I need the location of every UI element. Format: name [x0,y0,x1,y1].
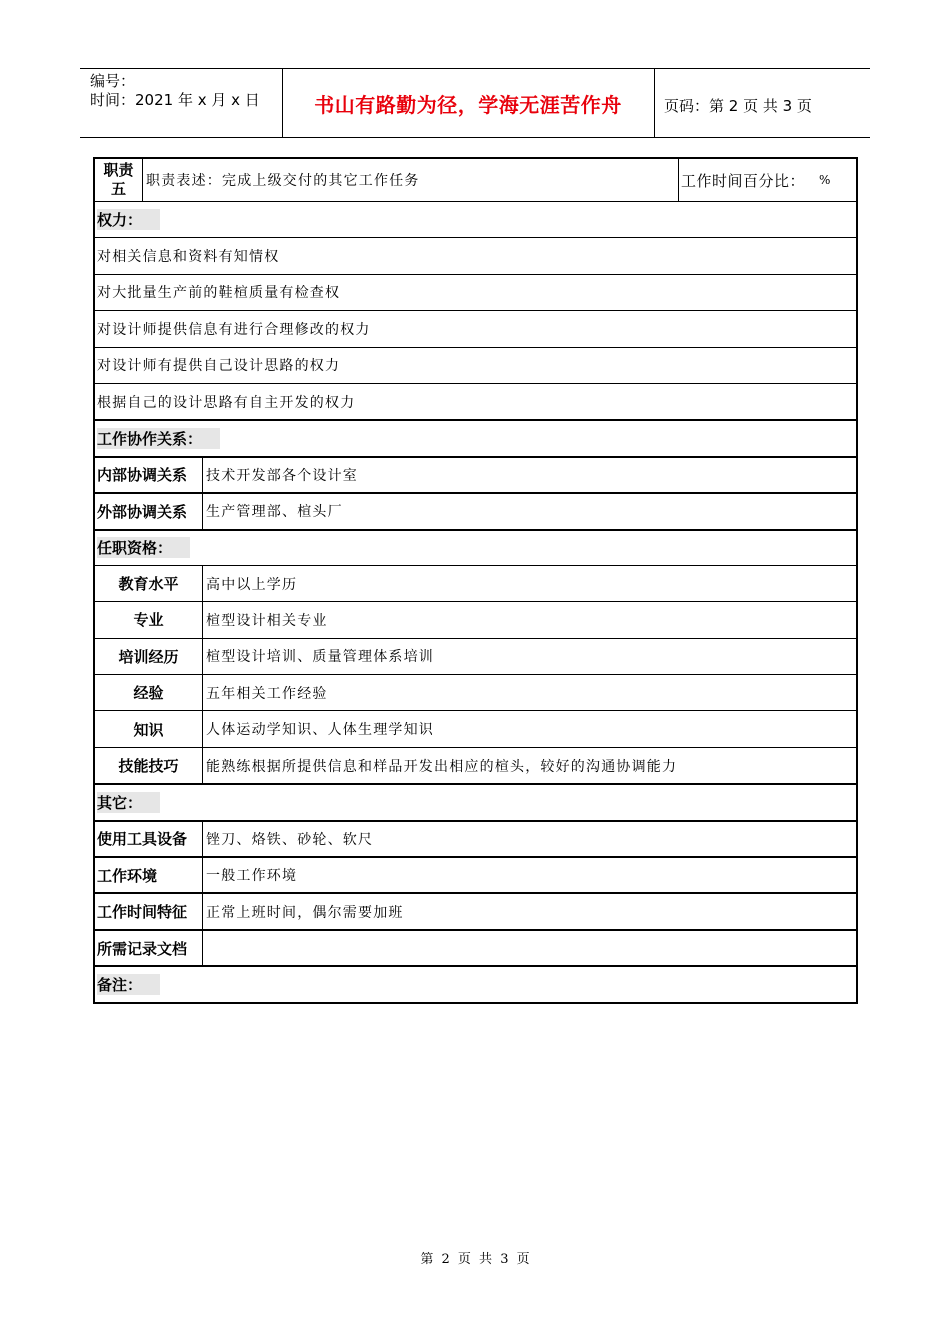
qualification-row [95,674,856,710]
section-header-authority [95,201,856,237]
authority-text: 对设计师提供信息有进行合理修改的权力 [97,321,371,338]
duty-number-cell [95,159,143,201]
qualification-row [95,565,856,601]
row-label: 教育水平 [95,566,203,601]
header-left [90,72,260,110]
authority-text: 对设计师有提供自己设计思路的权力 [97,358,341,375]
section-header-qualification [95,529,856,565]
job-description-table [93,157,858,1004]
qualification-row [95,710,856,746]
row-value: 生产管理部、楦头厂 [206,504,343,521]
row-value: 楦型设计培训、质量管理体系培训 [206,649,434,666]
row-value: 正常上班时间，偶尔需要加班 [206,904,404,921]
authority-item [95,237,856,273]
other-row [95,820,856,856]
header-divider [654,69,655,137]
document-date: 时间：2021 年 x 月 x 日 [90,91,260,109]
section-title: 工作协作关系： [97,428,220,449]
row-value: 楦型设计相关专业 [206,612,328,629]
authority-text: 对相关信息和资料有知情权 [97,249,280,266]
section-title: 备注： [97,974,160,995]
row-label: 工作环境 [95,858,203,892]
other-row [95,892,856,928]
row-value: 五年相关工作经验 [206,685,328,702]
row-value: 高中以上学历 [206,576,298,593]
section-header-remarks [95,965,856,1001]
percent-sign: % [819,173,831,187]
row-label: 使用工具设备 [95,822,203,856]
other-row [95,929,856,965]
row-label: 经验 [95,675,203,710]
section-header-other [95,783,856,819]
row-label: 培训经历 [95,639,203,674]
document-number-label: 编号： [90,72,136,90]
row-label: 内部协调关系 [95,458,203,492]
row-label: 外部协调关系 [95,494,203,528]
cooperation-row [95,492,856,528]
header-motto: 书山有路勤为径，学海无涯苦作舟 [314,92,622,117]
cooperation-row [95,456,856,492]
authority-item [95,347,856,383]
row-value: 一般工作环境 [206,868,298,885]
page-footer: 第 2 页 共 3 页 [420,1252,530,1267]
row-label: 专业 [95,602,203,637]
duty-description: 职责表述：完成上级交付的其它工作任务 [143,159,679,201]
authority-item [95,383,856,419]
row-label: 知识 [95,711,203,746]
authority-text: 对大批量生产前的鞋楦质量有检查权 [97,285,341,302]
qualification-row [95,638,856,674]
qualification-row [95,747,856,783]
duty-label: 职责 [103,161,134,179]
section-title: 任职资格： [97,537,190,558]
section-header-cooperation [95,419,856,455]
qualification-row [95,601,856,637]
duty-number: 五 [110,180,126,198]
row-value: 锉刀、烙铁、砂轮、软尺 [206,831,374,848]
section-title: 其它： [97,792,160,813]
header-page-info: 页码：第 2 页 共 3 页 [664,97,812,115]
row-value: 技术开发部各个设计室 [206,467,358,484]
section-title: 权力： [97,209,160,230]
authority-item [95,274,856,310]
row-label: 所需记录文档 [95,931,203,965]
duty-row [95,159,856,201]
row-label: 工作时间特征 [95,894,203,928]
time-percent-label: 工作时间百分比： [681,171,806,190]
row-value: 人体运动学知识、人体生理学知识 [206,722,434,739]
other-row [95,856,856,892]
page-header [80,68,870,138]
time-percent-cell [679,159,856,201]
authority-text: 根据自己的设计思路有自主开发的权力 [97,394,356,411]
authority-item [95,310,856,346]
row-label: 技能技巧 [95,748,203,783]
row-value: 能熟练根据所提供信息和样品开发出相应的楦头，较好的沟通协调能力 [206,758,678,775]
row-value [203,931,856,965]
